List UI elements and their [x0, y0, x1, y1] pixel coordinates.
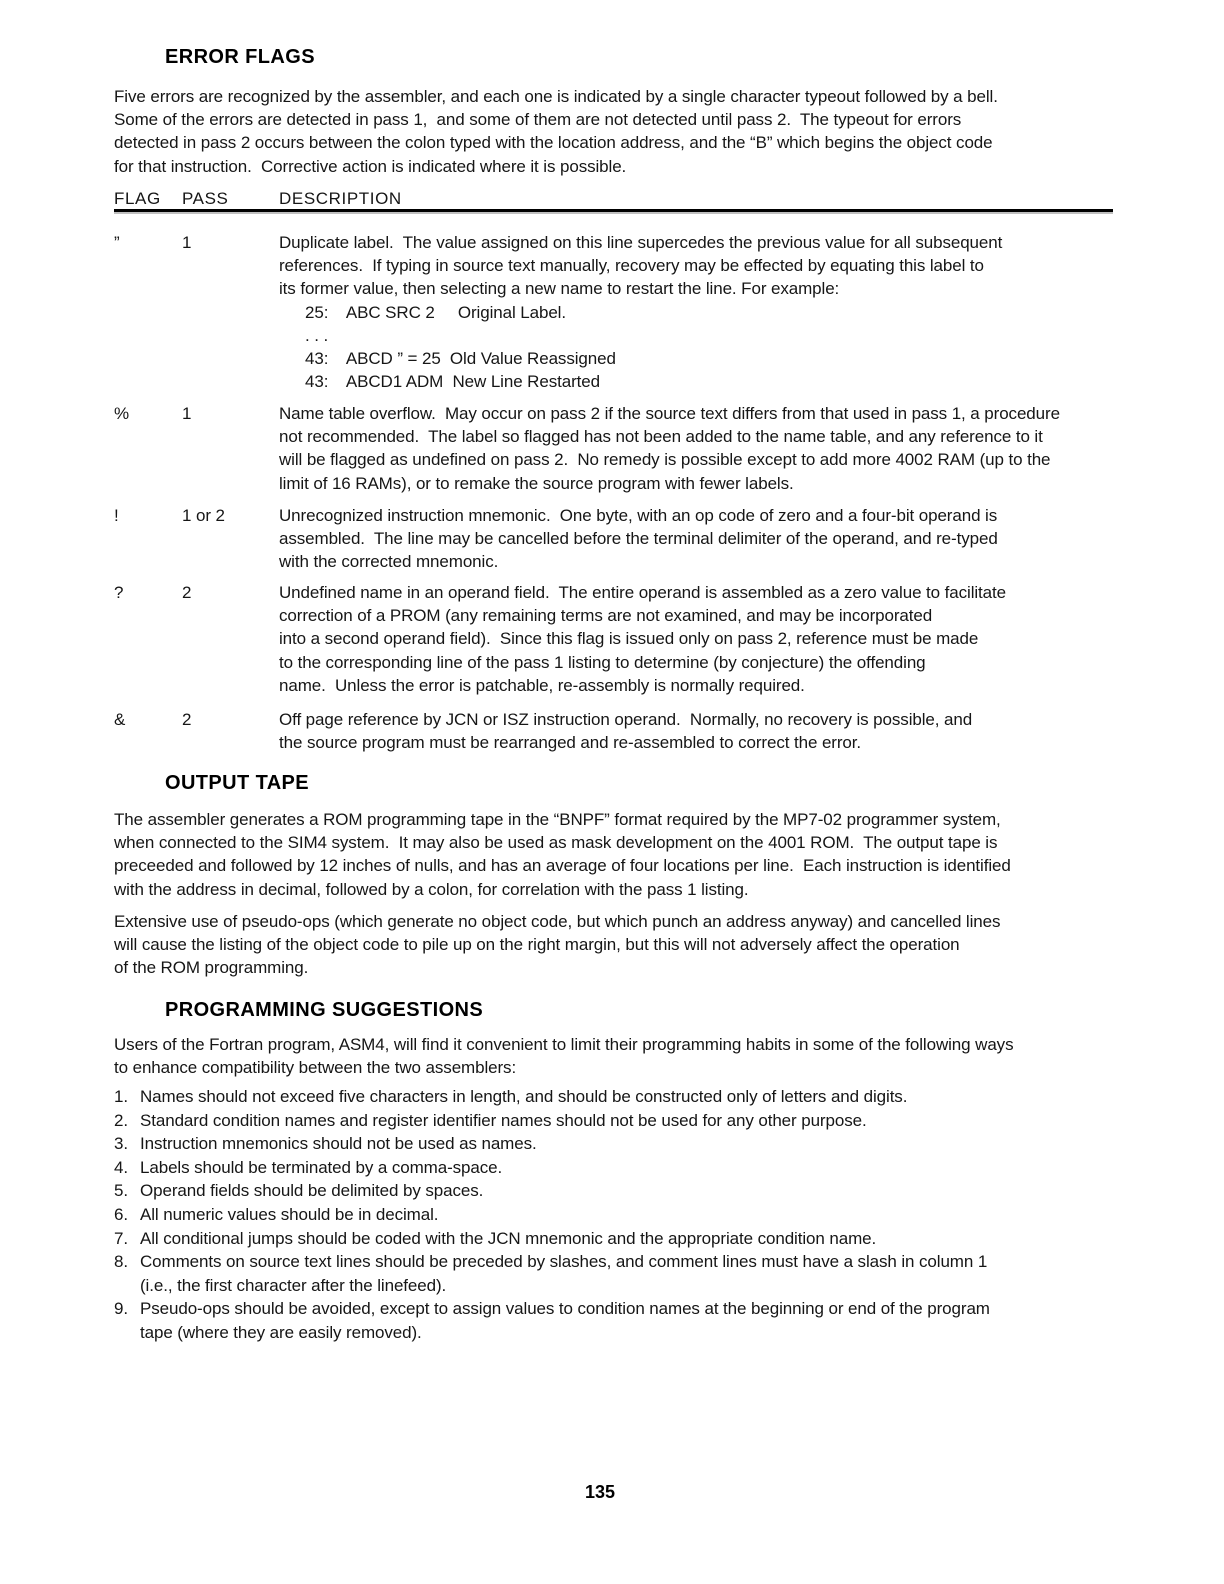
- programming-suggestions-intro: [114, 1033, 1013, 1079]
- list-item: [114, 1179, 990, 1203]
- item-number: 2.: [114, 1110, 128, 1130]
- item-text: Pseudo-ops should be avoided, except to assign values to condition names at the beginning or end of the program: [140, 1299, 990, 1319]
- output-tape-paragraph-2: [114, 910, 1000, 980]
- list-item: [114, 1156, 990, 1180]
- item-text: Operand fields should be delimited by spaces.: [140, 1181, 484, 1201]
- text-line: references. If typing in source text manually, recovery may be effected by equating this label to: [279, 256, 984, 276]
- list-item: [114, 1085, 990, 1109]
- text-line: preceeded and followed by 12 inches of nulls, and has an average of four locations per line. Each instruction is identified: [114, 856, 1011, 876]
- flags-table-header: [114, 187, 402, 210]
- header-rule: [114, 209, 1113, 212]
- text-line: Unrecognized instruction mnemonic. One byte, with an op code of zero and a four-bit operand is: [279, 506, 998, 525]
- item-text: Comments on source text lines should be preceded by slashes, and comment lines must have a slash in column 1: [140, 1252, 988, 1272]
- text-line: Five errors are recognized by the assembler, and each one is indicated by a single character typeout followed by a bell.: [114, 87, 998, 106]
- header-description: DESCRIPTION: [279, 189, 402, 208]
- header-flag: FLAG: [114, 189, 161, 208]
- description-cell: [279, 504, 998, 574]
- error-flags-intro: [114, 85, 998, 178]
- description-cell: [279, 581, 1006, 697]
- item-number: [114, 1321, 140, 1345]
- pass-cell: 1: [182, 404, 192, 423]
- item-text: tape (where they are easily removed).: [140, 1322, 422, 1342]
- item-number: 4.: [114, 1157, 128, 1177]
- item-number: [114, 1274, 140, 1298]
- pass-cell: 2: [182, 583, 192, 602]
- pass-cell: 1 or 2: [182, 506, 225, 525]
- text-line: Undefined name in an operand field. The entire operand is assembled as a zero value to facilitate: [279, 583, 1007, 602]
- text-line: when connected to the SIM4 system. It may also be used as mask development on the 4001 ROM. The output tape is: [114, 833, 998, 853]
- text-line: not recommended. The label so flagged has not been added to the name table, and any reference to it: [279, 427, 1043, 447]
- header-pass: PASS: [182, 189, 229, 208]
- text-line: The assembler generates a ROM programming tape in the “BNPF” format required by the MP7-02 programmer system,: [114, 810, 1001, 829]
- example-line: 43: ABCD1 ADM New Line Restarted: [305, 372, 600, 392]
- list-item: [114, 1297, 990, 1321]
- item-text: Labels should be terminated by a comma-space.: [140, 1157, 503, 1177]
- flag-cell: ”: [114, 233, 120, 252]
- flag-cell: %: [114, 404, 130, 423]
- suggestions-list: [114, 1085, 990, 1345]
- description-cell: [279, 402, 1060, 495]
- text-line: Duplicate label. The value assigned on this line supercedes the previous value for all subsequent: [279, 233, 1003, 252]
- table-row-undefined-name: [114, 581, 1006, 697]
- table-row-off-page-reference: [114, 708, 972, 754]
- text-line: name. Unless the error is patchable, re-assembly is normally required.: [279, 675, 805, 695]
- description-cell: [279, 708, 972, 754]
- output-tape-paragraph-1: [114, 808, 1011, 901]
- item-number: 7.: [114, 1228, 128, 1248]
- page-number: 135: [584, 1482, 616, 1502]
- text-line: detected in pass 2 occurs between the colon typed with the location address, and the “B” which begins the object code: [114, 133, 993, 153]
- item-number: 8.: [114, 1252, 128, 1272]
- text-line: into a second operand field). Since this flag is issued only on pass 2, reference must be made: [279, 629, 979, 649]
- text-line: the source program must be rearranged and re-assembled to correct the error.: [279, 733, 862, 753]
- text-line: its former value, then selecting a new name to restart the line. For example:: [279, 279, 840, 299]
- description-cell: [279, 231, 1002, 393]
- text-line: with the address in decimal, followed by a colon, for correlation with the pass 1 listing.: [114, 879, 749, 899]
- item-text: (i.e., the first character after the linefeed).: [140, 1275, 447, 1295]
- example-line: 43: ABCD ” = 25 Old Value Reassigned: [305, 349, 616, 369]
- error-flags-title: ERROR FLAGS: [165, 46, 315, 68]
- text-line: to enhance compatibility between the two assemblers:: [114, 1058, 517, 1078]
- text-line: will cause the listing of the object code to pile up on the right margin, but this will not adversely affect the operation: [114, 935, 960, 955]
- table-row-duplicate-label: [114, 231, 1002, 393]
- table-row-unrecognized-mnemonic: [114, 504, 998, 574]
- flag-cell: !: [114, 506, 119, 525]
- text-line: Name table overflow. May occur on pass 2 if the source text differs from that used in pass 1, a procedure: [279, 404, 1060, 423]
- output-tape-title: OUTPUT TAPE: [165, 772, 310, 794]
- pass-cell: 1: [182, 233, 192, 252]
- item-text: Instruction mnemonics should not be used as names.: [140, 1134, 537, 1154]
- programming-suggestions-title: PROGRAMMING SUGGESTIONS: [165, 999, 484, 1021]
- item-number: 3.: [114, 1134, 128, 1154]
- text-line: Users of the Fortran program, ASM4, will find it convenient to limit their programming habits in some of the following ways: [114, 1035, 1014, 1054]
- text-line: Some of the errors are detected in pass 1, and some of them are not detected until pass 2. The typeout for errors: [114, 110, 962, 130]
- text-line: will be flagged as undefined on pass 2. No remedy is possible except to add more 4002 RAM (up to the: [279, 450, 1051, 470]
- text-line: Extensive use of pseudo-ops (which generate no object code, but which punch an address anyway) and cancelled lines: [114, 912, 1001, 931]
- item-number: 9.: [114, 1299, 128, 1319]
- list-item: [114, 1109, 990, 1133]
- text-line: limit of 16 RAMs), or to remake the source program with fewer labels.: [279, 473, 794, 493]
- text-line: for that instruction. Corrective action is indicated where it is possible.: [114, 156, 627, 176]
- list-item: [114, 1132, 990, 1156]
- text-line: assembled. The line may be cancelled before the terminal delimiter of the operand, and re-typed: [279, 529, 998, 549]
- text-line: with the corrected mnemonic.: [279, 552, 499, 572]
- text-line: Off page reference by JCN or ISZ instruction operand. Normally, no recovery is possible, and: [279, 710, 973, 729]
- text-line: correction of a PROM (any remaining terms are not examined, and may be incorporated: [279, 606, 933, 626]
- item-text: All conditional jumps should be coded with the JCN mnemonic and the appropriate condition name.: [140, 1228, 877, 1248]
- example-line: 25: ABC SRC 2 Original Label.: [305, 302, 566, 322]
- flag-cell: &: [114, 710, 126, 729]
- item-number: 1.: [114, 1087, 128, 1106]
- example-line: . . .: [305, 325, 329, 345]
- list-item: [114, 1227, 990, 1251]
- text-line: to the corresponding line of the pass 1 listing to determine (by conjecture) the offending: [279, 652, 926, 672]
- item-text: Names should not exceed five characters in length, and should be constructed only of letters and digits.: [140, 1087, 908, 1106]
- item-number: 5.: [114, 1181, 128, 1201]
- list-item: [114, 1250, 990, 1274]
- list-item-continuation: [114, 1321, 990, 1345]
- table-row-name-table-overflow: [114, 402, 1060, 495]
- item-number: 6.: [114, 1204, 128, 1224]
- text-line: of the ROM programming.: [114, 958, 309, 978]
- list-item: [114, 1203, 990, 1227]
- pass-cell: 2: [182, 710, 192, 729]
- list-item-continuation: [114, 1274, 990, 1298]
- item-text: All numeric values should be in decimal.: [140, 1204, 439, 1224]
- flag-cell: ?: [114, 583, 124, 602]
- item-text: Standard condition names and register identifier names should not be used for any other purpose.: [140, 1110, 867, 1130]
